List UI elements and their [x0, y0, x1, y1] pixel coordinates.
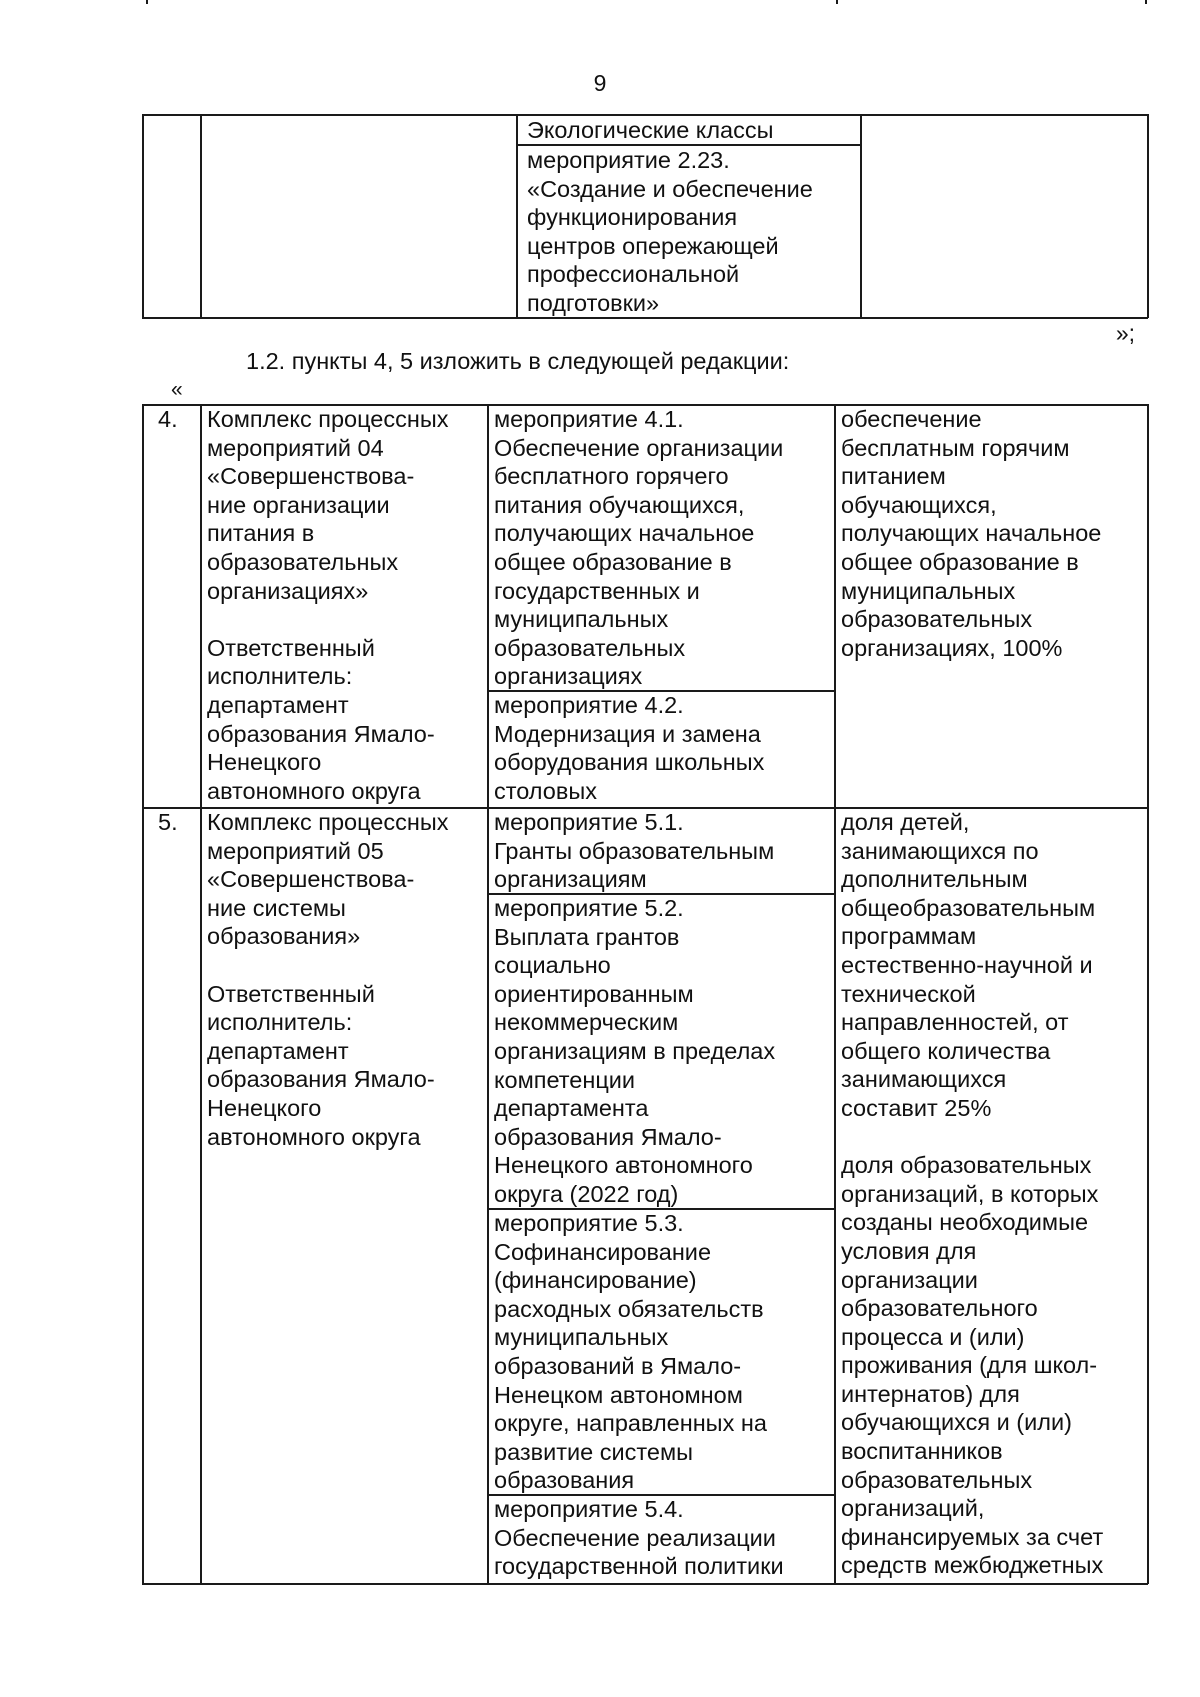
top-edge-mark	[1145, 0, 1147, 4]
opening-quote: «	[171, 378, 183, 401]
process-complex-cell: Комплекс процессных мероприятий 05 «Совершенствова- ние системы образования» Ответственный исполнитель: департамент образования Ямало- Ненецкого автономного округа	[207, 809, 449, 1150]
activity-cell: мероприятие 5.3. Софинансирование (финансирование) расходных обязательств муниципальных образований в Ямало- Ненецком автономном округе, направленных на развитие системы образования	[494, 1210, 767, 1494]
activity-cell: мероприятие 5.4. Обеспечение реализации государственной политики	[494, 1496, 784, 1580]
activity-cell: мероприятие 4.2. Модернизация и замена оборудования школьных столовых	[494, 692, 765, 804]
activity-cell: мероприятие 4.1. Обеспечение организации бесплатного горячего питания обучающихся, получающих начальное общее образование в государственных и муниципальных образовательных организациях	[494, 406, 784, 690]
result-indicator-cell: доля детей, занимающихся по дополнительным общеобразовательным программам естественно-научной и технической направленностей, от общего количества занимающихся составит 25% доля образовательных организаций, в которых созданы необходимые условия для организации образовательного процесса и (или) проживания (для школ- интернатов) для обучающихся и (или) воспитанников образовательных организаций, финансируемых за счет средств межбюджетных	[841, 809, 1104, 1579]
top-edge-mark	[836, 0, 838, 4]
top-table-cell-activity-2-23: мероприятие 2.23. «Создание и обеспечение функционирования центров опережающей профессиональной подготовки»	[527, 147, 813, 316]
result-indicator-cell: обеспечение бесплатным горячим питанием обучающихся, получающих начальное общее образование в муниципальных образовательных организациях, 100%	[841, 406, 1102, 661]
activity-cell: мероприятие 5.2. Выплата грантов социально ориентированным некоммерческим организациям в пределах компетенции департамента образования Ямало- Ненецкого автономного округа (2022 год)	[494, 895, 776, 1207]
amendment-heading: 1.2. пункты 4, 5 изложить в следующей редакции:	[246, 348, 790, 374]
process-complex-cell: Комплекс процессных мероприятий 04 «Совершенствова- ние организации питания в образовательных организациях» Ответственный исполнитель: департамент образования Ямало- Ненецкого автономного округа	[207, 406, 449, 804]
row-number: 4.	[158, 406, 178, 432]
row-number: 5.	[158, 809, 178, 835]
page-number: 9	[593, 70, 607, 96]
closing-quote: »;	[1115, 320, 1135, 346]
top-table-cell-classes: Экологические классы	[527, 117, 774, 143]
top-edge-mark	[146, 0, 148, 4]
activity-cell: мероприятие 5.1. Гранты образовательным организациям	[494, 809, 775, 893]
